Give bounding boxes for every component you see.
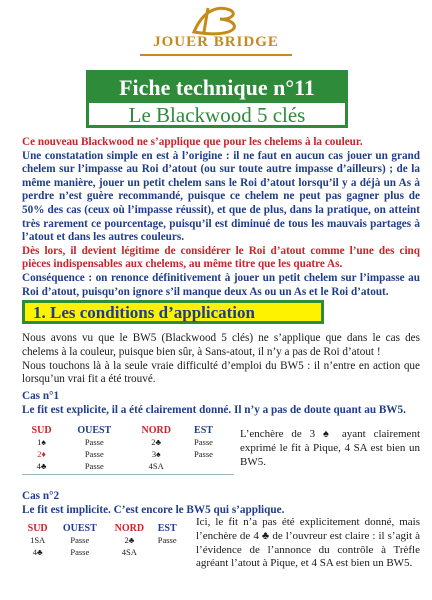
bid-cell: 2♣	[124, 535, 135, 545]
bid-cell: Passe	[84, 437, 104, 447]
bid-cell: 2♣	[151, 437, 162, 447]
bid-cell: Passe	[157, 535, 177, 545]
bid-cell: 3♠	[151, 449, 161, 459]
header-sud: SUD	[27, 522, 48, 534]
bid-cell: 1SA	[30, 535, 46, 545]
bid-cell	[152, 546, 182, 558]
jouer-bridge-logo	[134, 4, 298, 58]
bid-cell: Passe	[194, 437, 213, 447]
intro-paragraph-2: Une constatation simple en est à l’origine : il ne faut en aucun cas jouer un grand chelem sur l’impasse au Roi d’atout (ou sur toute autre impasse d’ailleurs) ; de la même manière, jouer un petit chelem sans le Roi d’atout lorsqu’il y a déjà un As à perdre n’est guère recommandé, puisque ce chelem ne peut pas gagner plus de 50% des cas (ceux où l’impasse réussit), et que de plus, dans la pratique, on atteint très rarement ce pourcentage, puisqu’il est diminué de tous les mauvais partages à l’atout et dans les autres couleurs.	[22, 149, 420, 244]
bid-cell: 4SA	[121, 547, 137, 557]
table-row	[22, 546, 182, 558]
header-est: EST	[194, 424, 213, 436]
divider	[22, 474, 234, 475]
bid-cell: Passe	[194, 449, 213, 459]
title-line1: Fiche technique n°11	[89, 73, 345, 103]
bid-cell: 4♣	[36, 461, 47, 471]
bid-cell: Passe	[70, 535, 90, 545]
cas1-subtitle: Le fit est explicite, il a été clairement donné. Il n’y a pas de doute quant au BW5.	[22, 404, 406, 416]
title-box	[86, 70, 348, 128]
table-row	[22, 436, 222, 448]
intro-paragraph-4: Conséquence : on renonce définitivement à jouer un petit chelem sur l’impasse au Roi d’atout, puisqu’on ignore s’il manque deux As ou un As et le Roi d’atout.	[22, 271, 420, 298]
logo-b-icon	[190, 4, 244, 36]
cas2-comment: Ici, le fit n’a pas été explicitement donné, mais l’enchère de 4 ♣ de l’ouvreur est claire : il s’agit à l’évidence de l’annonce du contrôle à Trèfle agréant l’atout à Pique, et 4 SA est bien un BW5.	[196, 516, 420, 570]
bid-cell: Passe	[70, 547, 90, 557]
table-header-row	[22, 424, 222, 436]
header-est: EST	[157, 522, 177, 534]
header-ouest: OUEST	[62, 522, 97, 534]
table-header-row	[22, 522, 182, 534]
bid-cell: 4SA	[148, 461, 164, 471]
bid-cell: 4♣	[32, 547, 43, 557]
intro-paragraph-3: Dès lors, il devient légitime de considérer le Roi d’atout comme l’une des cinq pièces indispensables aux chelems, au même titre que les quatre As.	[22, 244, 420, 271]
bid-cell: 1♠	[37, 437, 46, 447]
intro-paragraph-1: Ce nouveau Blackwood ne s’applique que pour les chelems à la couleur.	[22, 136, 363, 148]
body-paragraph-2: Nous touchons là à la seule vraie difficulté d’emploi du BW5 : il n’entre en action que lorsqu’un vrai fit a été trouvé.	[22, 359, 420, 386]
header-ouest: OUEST	[77, 424, 112, 436]
bid-cell: 2♦	[37, 449, 46, 459]
table-row	[22, 534, 182, 546]
header-sud: SUD	[31, 424, 52, 436]
header-nord: NORD	[114, 522, 145, 534]
cas2-subtitle: Le fit est implicite. C’est encore le BW5 qui s’applique.	[22, 504, 285, 516]
logo-text: JOUER BRIDGE	[153, 34, 279, 50]
bid-cell	[185, 460, 222, 472]
cas1-comment: L’enchère de 3 ♠ ayant clairement exprimé le fit à Pique, 4 SA est bien un BW5.	[240, 428, 420, 468]
bid-cell: Passe	[84, 461, 104, 471]
body-paragraph-1: Nous avons vu que le BW5 (Blackwood 5 clés) ne s’applique que dans le cas des chelems à la couleur, puisque bien sûr, à Sans-atout, il n’y a pas de Roi d’atout !	[22, 332, 420, 358]
header-nord: NORD	[141, 424, 171, 436]
cas1-title: Cas n°1	[22, 390, 60, 402]
cas2-bidding-table	[22, 522, 182, 558]
body-text	[22, 332, 420, 387]
table-row	[22, 448, 222, 460]
logo-underline	[140, 54, 292, 56]
table-row	[22, 460, 222, 472]
bid-cell: Passe	[84, 449, 104, 459]
intro-block	[22, 136, 420, 299]
cas2-title: Cas n°2	[22, 490, 60, 502]
section-heading: 1. Les conditions d’application	[22, 300, 324, 324]
title-line2: Le Blackwood 5 clés	[128, 103, 306, 127]
cas1-bidding-table	[22, 424, 222, 472]
